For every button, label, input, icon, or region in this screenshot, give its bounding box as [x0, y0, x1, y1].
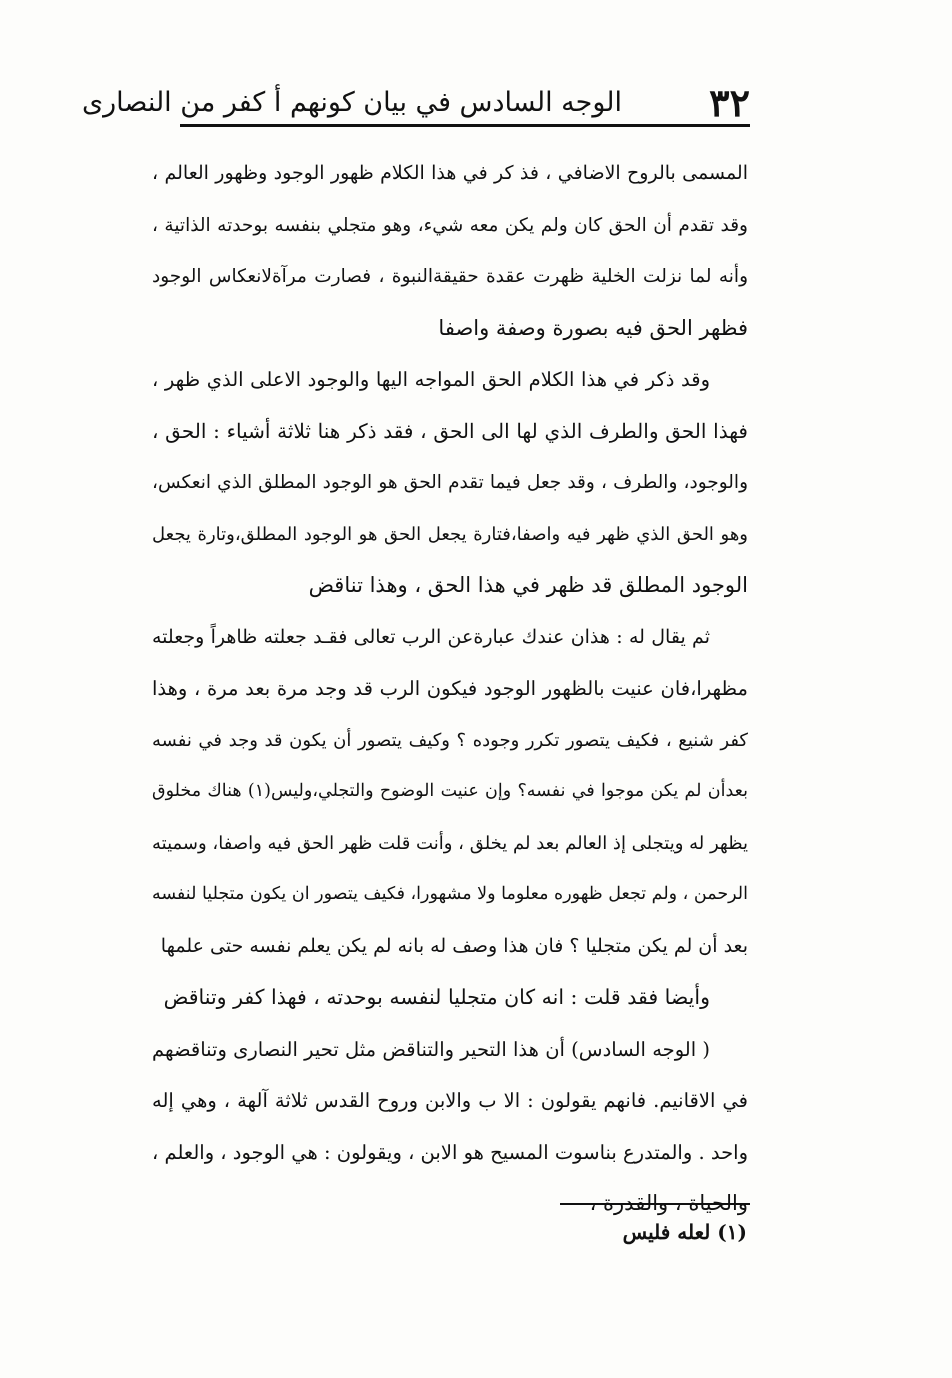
body-text	[152, 148, 748, 1230]
text-line: والوجود، والطرف ، وقد جعل فيما تقدم الحق هو الوجود المطلق الذي انعكس،	[152, 472, 748, 493]
text-line: وهو الحق الذي ظهر فيه واصفا،فتارة يجعل الحق هو الوجود المطلق،وتارة يجعل	[152, 523, 748, 545]
text-line: وأيضا فقد قلت : انه كان متجليا لنفسه بوحدته ، فهذا كفر وتناقض	[163, 985, 710, 1009]
text-line: واحد . والمتدرع بناسوت المسيح هو الابن ، ويقولون : هي الوجود ، والعلم ،	[152, 1140, 748, 1164]
text-line: ( الوجه السادس) أن هذا التحير والتناقض مثل تحير النصارى وتناقضهم	[152, 1037, 710, 1061]
text-line: كفر شنيع ، فكيف يتصور تكرر وجوده ؟ وكيف يتصور أن يكون قد وجد في نفسه	[152, 729, 748, 751]
text-line: الرحمن ، ولم تجعل ظهوره معلوما ولا مشهورا، فكيف يتصور ان يكون متجليا لنفسه	[151, 884, 748, 904]
header-rule	[180, 124, 750, 127]
running-title: الوجه السادس في بيان كونهم أ كفر من النصارى	[82, 87, 622, 118]
text-line: الوجود المطلق قد ظهر في هذا الحق ، وهذا تناقض	[308, 573, 748, 597]
footnote: (١) لعله فليس	[622, 1220, 747, 1244]
page-number: ٣٢	[709, 80, 750, 125]
text-line: بعد أن لم يكن متجليا ؟ فان هذا وصف له بانه لم يكن يعلم نفسه حتى علمها	[160, 934, 748, 957]
text-line: وقد ذكر في هذا الكلام الحق المواجه اليها والوجود الاعلى الذي ظهر ،	[152, 368, 710, 391]
text-line: فظهر الحق فيه بصورة وصفة واصفا	[438, 315, 748, 340]
page-header	[82, 80, 750, 126]
text-line: والحياة ، والقدرة ،	[589, 1191, 748, 1215]
text-line: في الاقانيم. فانهم يقولون : الا ب والابن وروح القدس ثلاثة آلهة ، وهي إله	[152, 1089, 748, 1112]
text-line: وأنه لما نزلت الخلية ظهرت عقدة حقيقةالنبوة ، فصارت مرآةلانعكاس الوجود	[152, 266, 748, 287]
text-line: ثم يقال له : هذان عندك عبارةعن الرب تعالى فقـد جعلته ظاهراً وجعلته	[152, 625, 710, 648]
footnote-rule	[560, 1203, 750, 1205]
text-line: فهذا الحق والطرف الذي لها الى الحق ، فقد ذكر هنا ثلاثة أشياء : الحق ،	[152, 418, 748, 443]
text-line: وقد تقدم أن الحق كان ولم يكن معه شيء، وهو متجلي بنفسه بوحدته الذاتية ،	[152, 214, 748, 236]
text-line: مظهرا،فان عنيت بالظهور الوجود فيكون الرب قد وجد مرة بعد مرة ، وهذا	[152, 677, 748, 700]
text-line: المسمى بالروح الاضافي ، فذ كر في هذا الكلام ظهور الوجود وظهور العالم ،	[152, 162, 748, 184]
text-line: يظهر له ويتجلى إذ العالم بعد لم يخلق ، وأنت قلت ظهر الحق فيه واصفا، وسميته	[152, 832, 748, 854]
text-line: بعدأن لم يكن موجوا في نفسه؟ وإن عنيت الوضوح والتجلي،وليس(١) هناك مخلوق	[152, 781, 748, 801]
